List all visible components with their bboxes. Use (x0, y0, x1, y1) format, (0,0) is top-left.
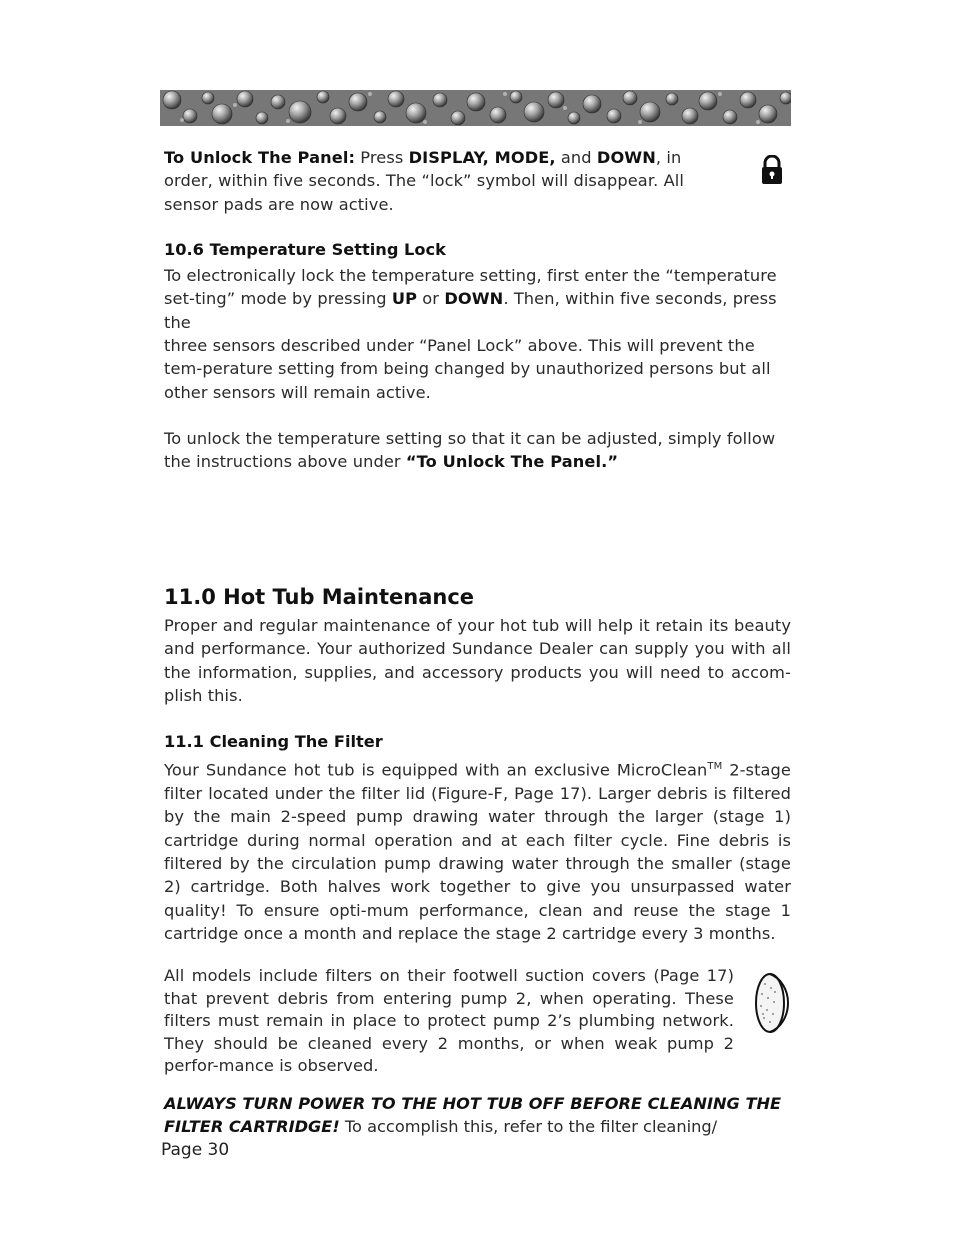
warning-text: ALWAYS TURN POWER TO THE HOT TUB OFF BEFORE CLEANING THE FILTER CARTRIDGE! (164, 1094, 782, 1137)
trademark-mark: TM (707, 761, 723, 772)
unlock-paragraph (164, 146, 734, 216)
section-11-1-heading: 11.1 Cleaning The Filter (164, 732, 383, 751)
unlock-text-3: , in order, within five seconds. The “lock” symbol will disappear. All sensor pads are now active. (164, 148, 684, 214)
s106-key-down: DOWN (444, 289, 504, 309)
page-number: Page 30 (161, 1140, 230, 1160)
s106-unlock-text: To unlock the temperature setting so that it can be adjusted, simply follow the instructions above under (164, 429, 776, 472)
unlock-keys-2: DOWN (596, 148, 656, 167)
section-11-1-paragraph-1 (164, 755, 791, 946)
section-10-6-paragraph-2: three sensors described under “Panel Lock” above. This will prevent the tem-perature setting from being changed by unauthorized persons but all other sensors will remain active. (164, 336, 771, 402)
footwell-filter-icon (753, 972, 791, 1038)
warning-paragraph (164, 1092, 796, 1139)
unlock-keys-1: DISPLAY, MODE, (408, 148, 556, 167)
unlock-lead: To Unlock The Panel: (164, 148, 356, 167)
s111-text-1: Your Sundance hot tub is equipped with an exclusive MicroClean (164, 760, 708, 780)
warning-followup: To accomplish this, refer to the filter cleaning/ (339, 1117, 718, 1137)
section-10-6-paragraph-1 (164, 264, 792, 334)
header-banner (160, 90, 791, 126)
section-11-0-heading: 11.0 Hot Tub Maintenance (164, 585, 475, 609)
section-10-6-paragraph-3 (164, 427, 779, 474)
s106-text-1: To electronically lock the temperature setting, first enter the “temperature set-ting” mode by pressing (164, 266, 777, 309)
s106-key-up: UP (391, 289, 418, 309)
section-10-6-heading: 10.6 Temperature Setting Lock (164, 240, 446, 259)
unlock-text-2: and (555, 148, 597, 167)
section-11-1-paragraph-2: All models include filters on their footwell suction covers (Page 17) that prevent debris from entering pump 2, when operating. These filters must remain in place to protect pump 2’s plumbing network. They should be cleaned every 2 months, or when weak pump 2 perfor-mance is observed. (164, 966, 734, 1076)
water-droplets-texture (160, 90, 791, 126)
s106-text-3: . Then, within five seconds, press the (164, 289, 777, 332)
section-11-0-paragraph: Proper and regular maintenance of your hot tub will help it retain its beauty and performance. Your authorized Sundance Dealer can supply you with all the information, supplies, and accessory products you will need to accom-plish this. (164, 616, 791, 706)
lock-icon (760, 155, 784, 189)
s106-text-2: or (417, 289, 445, 309)
s106-unlock-ref: “To Unlock The Panel.” (405, 452, 619, 472)
s111-text-2: 2-stage filter located under the filter lid (Figure-F, Page 17). Larger debris is filtered by the main 2-speed pump drawing water through the larger (stage 1) cartridge during normal operation and at each filter cycle. Fine debris is filtered by the circulation pump drawing water through the smaller (stage 2) cartridge. Both halves work together to give you unsurpassed water quality! To ensure opti-mum performance, clean and reuse the stage 1 cartridge once a month and replace the stage 2 cartridge every 3 months. (164, 760, 791, 944)
unlock-text-1: Press (355, 148, 409, 167)
